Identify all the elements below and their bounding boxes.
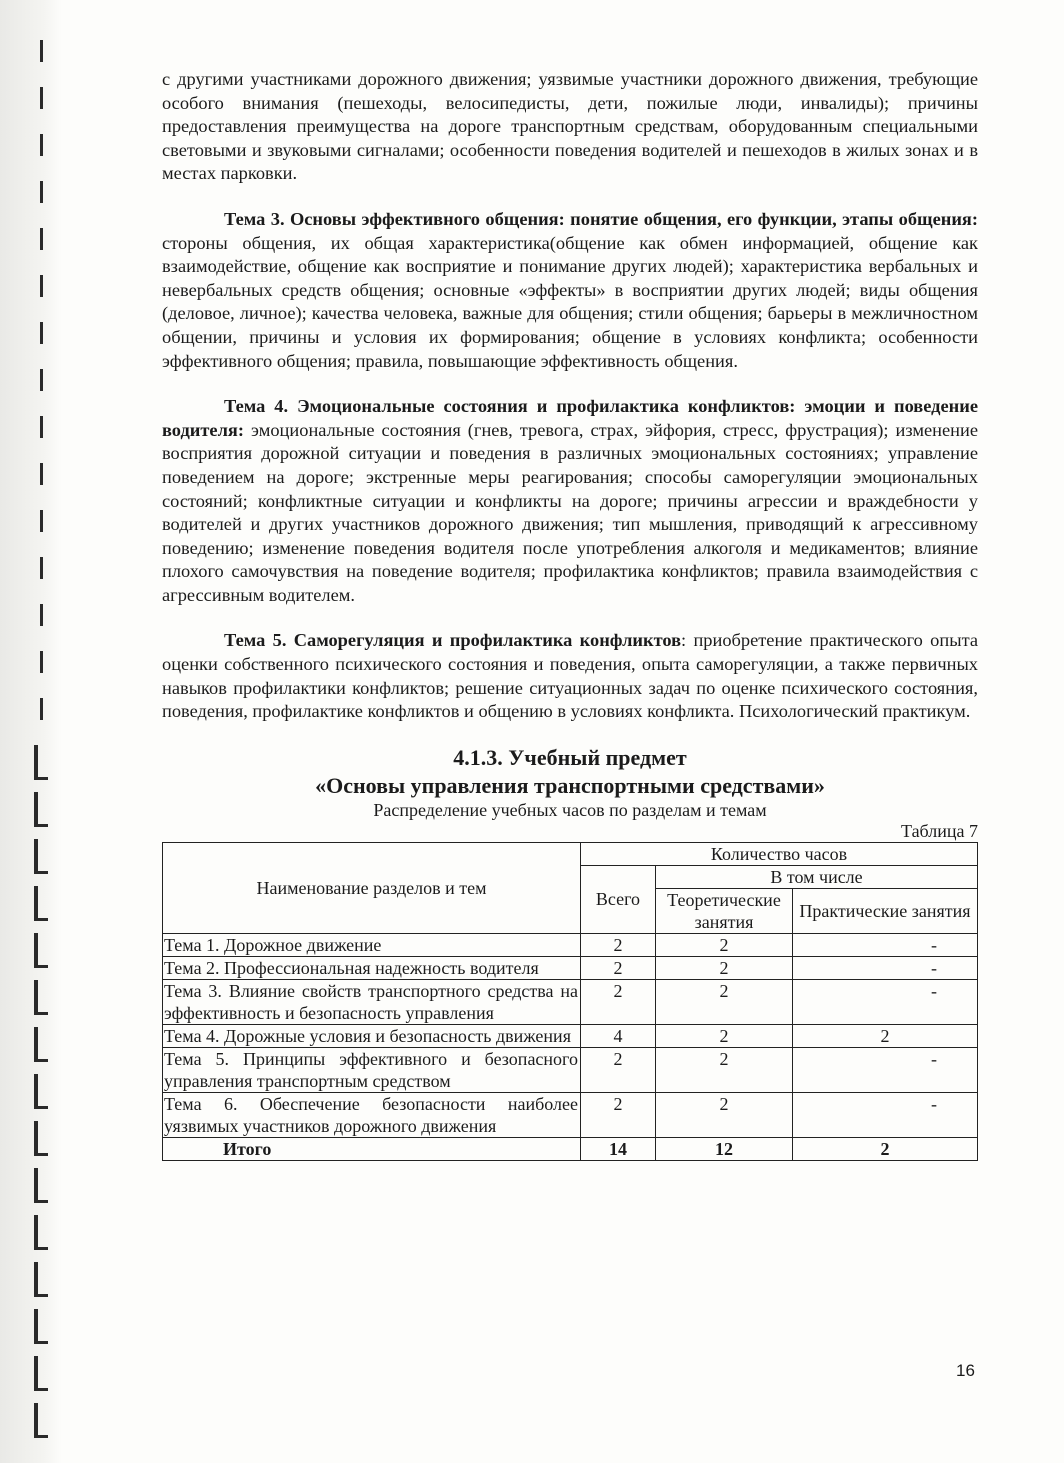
binding-ring [34, 980, 38, 1014]
total-hours-cell: 2 [581, 979, 656, 1024]
subject-title: «Основы управления транспортными средствами» [315, 772, 825, 798]
binding-ring [34, 1168, 38, 1202]
header-theory: Теоретические занятия [656, 888, 793, 933]
binding-ring [40, 322, 43, 344]
theory-hours-cell: 2 [656, 956, 793, 979]
binding-ring [40, 416, 43, 438]
total-hours-cell: 2 [581, 933, 656, 956]
binding-ring [34, 1121, 38, 1155]
binding-ring [34, 871, 48, 874]
header-hours: Количество часов [581, 842, 978, 865]
total-label-cell: Итого [163, 1137, 581, 1160]
paragraph-topic-5 [162, 629, 978, 723]
paragraph-continuation: с другими участниками дорожного движения; уязвимые участники дорожного движения, требующие особого внимания (пешеходы, велосипедисты, дети, пожилые люди, инвалиды); причины предоставления преимущества на дороге транспортным средствам, оборудованным специальными световыми и звуковыми сигналами; особенности поведения водителей и пешеходов в жилых зонах и в местах парковки. [162, 69, 978, 184]
binding-ring [34, 1356, 38, 1390]
binding-ring [34, 886, 38, 920]
practice-total-cell: 2 [793, 1137, 978, 1160]
header-total: Всего [581, 865, 656, 933]
binding-ring [34, 1435, 48, 1438]
binding-ring [34, 918, 48, 921]
binding-ring [40, 604, 43, 626]
binding-ring [40, 369, 43, 391]
table-header-row [163, 842, 978, 865]
table-total-row [163, 1137, 978, 1160]
topic-3-text: стороны общения, их общая характеристика(общение как обмен информацией, общение как взаимодействие, общение как восприятие и понимание других людей); характеристика вербальных и невербальных средств общения; основные «эффекты» в восприятии других людей; виды общения (деловое, личное); качества человека, важные для общения; стили общения; барьеры в межличностном общении, причины и условия их формирования; общение в условиях конфликта; особенности эффективного общения; правила, повышающие эффективность общения. [162, 232, 978, 371]
binding-ring [34, 839, 38, 873]
topic-name-cell: Тема 5. Принципы эффективного и безопасного управления транспортным средством [163, 1047, 581, 1092]
binding-ring [34, 1027, 38, 1061]
header-topic-name: Наименование разделов и тем [163, 842, 581, 933]
topic-name-cell: Тема 6. Обеспечение безопасности наиболее уязвимых участников дорожного движения [163, 1092, 581, 1137]
header-practice: Практические занятия [793, 888, 978, 933]
table-row [163, 979, 978, 1024]
theory-hours-cell: 2 [656, 1047, 793, 1092]
topic-name-cell: Тема 1. Дорожное движение [163, 933, 581, 956]
binding-ring [34, 777, 48, 780]
binding-ring [40, 510, 43, 532]
binding-ring [40, 181, 43, 203]
document-page [162, 68, 978, 1161]
binding-ring [34, 1309, 38, 1343]
topic-name-cell: Тема 2. Профессиональная надежность водителя [163, 956, 581, 979]
page-number: 16 [956, 1361, 975, 1380]
table-row [163, 933, 978, 956]
binding-ring [40, 557, 43, 579]
binding-ring [34, 1012, 48, 1015]
table-row [163, 1047, 978, 1092]
total-hours-cell: 2 [581, 1047, 656, 1092]
binding-ring [34, 965, 48, 968]
total-hours-cell: 2 [581, 1092, 656, 1137]
grand-total-cell: 14 [581, 1137, 656, 1160]
binding-ring [34, 1247, 48, 1250]
binding-ring [40, 228, 43, 250]
binding-ring [34, 1200, 48, 1203]
practice-hours-cell: - [793, 956, 978, 979]
binding-ring [40, 698, 43, 720]
binding-ring [34, 1341, 48, 1344]
binding-ring [34, 1153, 48, 1156]
table-number: Таблица 7 [901, 820, 978, 841]
table-row [163, 1024, 978, 1047]
binding-ring [34, 824, 48, 827]
theory-hours-cell: 2 [656, 979, 793, 1024]
binding-ring [34, 1294, 48, 1297]
binding-ring [40, 134, 43, 156]
section-title: 4.1.3. Учебный предмет [453, 744, 687, 770]
theory-hours-cell: 2 [656, 933, 793, 956]
practice-hours-cell: - [793, 933, 978, 956]
topic-5-heading: Тема 5. Саморегуляция и профилактика конфликтов [224, 630, 682, 651]
binding-ring [34, 1106, 48, 1109]
binding-ring [40, 40, 43, 62]
table-row [163, 956, 978, 979]
header-including: В том числе [656, 865, 978, 888]
theory-hours-cell: 2 [656, 1024, 793, 1047]
binding-ring [34, 1074, 38, 1108]
binding-ring [34, 1388, 48, 1391]
binding-ring [34, 792, 38, 826]
table-row [163, 1092, 978, 1137]
paragraph-topic-3 [162, 208, 978, 373]
hours-table [162, 842, 978, 1161]
topic-name-cell: Тема 3. Влияние свойств транспортного средства на эффективность и безопасность управления [163, 979, 581, 1024]
spiral-binding [0, 0, 62, 1463]
binding-ring [34, 1059, 48, 1062]
total-hours-cell: 2 [581, 956, 656, 979]
binding-ring [34, 1403, 38, 1437]
topic-4-heading: Тема 4. Эмоциональные состояния и профилактика конфликтов: эмоции и поведение водителя: [162, 396, 978, 440]
table-caption: Распределение учебных часов по разделам и темам [373, 799, 767, 820]
binding-ring [34, 745, 38, 779]
binding-ring [34, 933, 38, 967]
binding-ring [40, 463, 43, 485]
practice-hours-cell: - [793, 1047, 978, 1092]
practice-hours-cell: - [793, 1092, 978, 1137]
practice-hours-cell: - [793, 979, 978, 1024]
topic-4-text: эмоциональные состояния (гнев, тревога, страх, эйфория, стресс, фрустрация); изменение восприятия дорожной ситуации и поведения в различных эмоциональных состояниях; управление поведением на дороге; экстренные меры реагирования; способы саморегуляции эмоциональных состояний; конфликтные ситуации и конфликты на дороге; причины агрессии и враждебности у водителей и других участников дорожного движения; тип мышления, приводящий к агрессивному поведению; изменение поведения водителя после употребления алкоголя и медикаментов; влияние плохого самочувствия на поведение водителя; профилактика конфликтов; правила взаимодействия с агрессивным водителем. [162, 419, 978, 605]
theory-hours-cell: 2 [656, 1092, 793, 1137]
total-hours-cell: 4 [581, 1024, 656, 1047]
binding-ring [40, 275, 43, 297]
topic-5-text: : приобретение практического опыта оценки собственного психического состояния и поведения, опыта саморегуляции, а также первичных навыков профилактики конфликтов; решение ситуационных задач по оценке психического состояния, поведения, профилактике конфликтов и общению в условиях конфликта. Психологический практикум. [162, 630, 978, 722]
binding-ring [34, 1215, 38, 1249]
theory-total-cell: 12 [656, 1137, 793, 1160]
topic-3-heading: Тема 3. Основы эффективного общения: понятие общения, его функции, этапы общения: [224, 208, 978, 229]
binding-ring [40, 651, 43, 673]
binding-ring [40, 87, 43, 109]
paragraph-topic-4 [162, 395, 978, 607]
practice-hours-cell: 2 [793, 1024, 978, 1047]
topic-name-cell: Тема 4. Дорожные условия и безопасность движения [163, 1024, 581, 1047]
binding-ring [34, 1262, 38, 1296]
